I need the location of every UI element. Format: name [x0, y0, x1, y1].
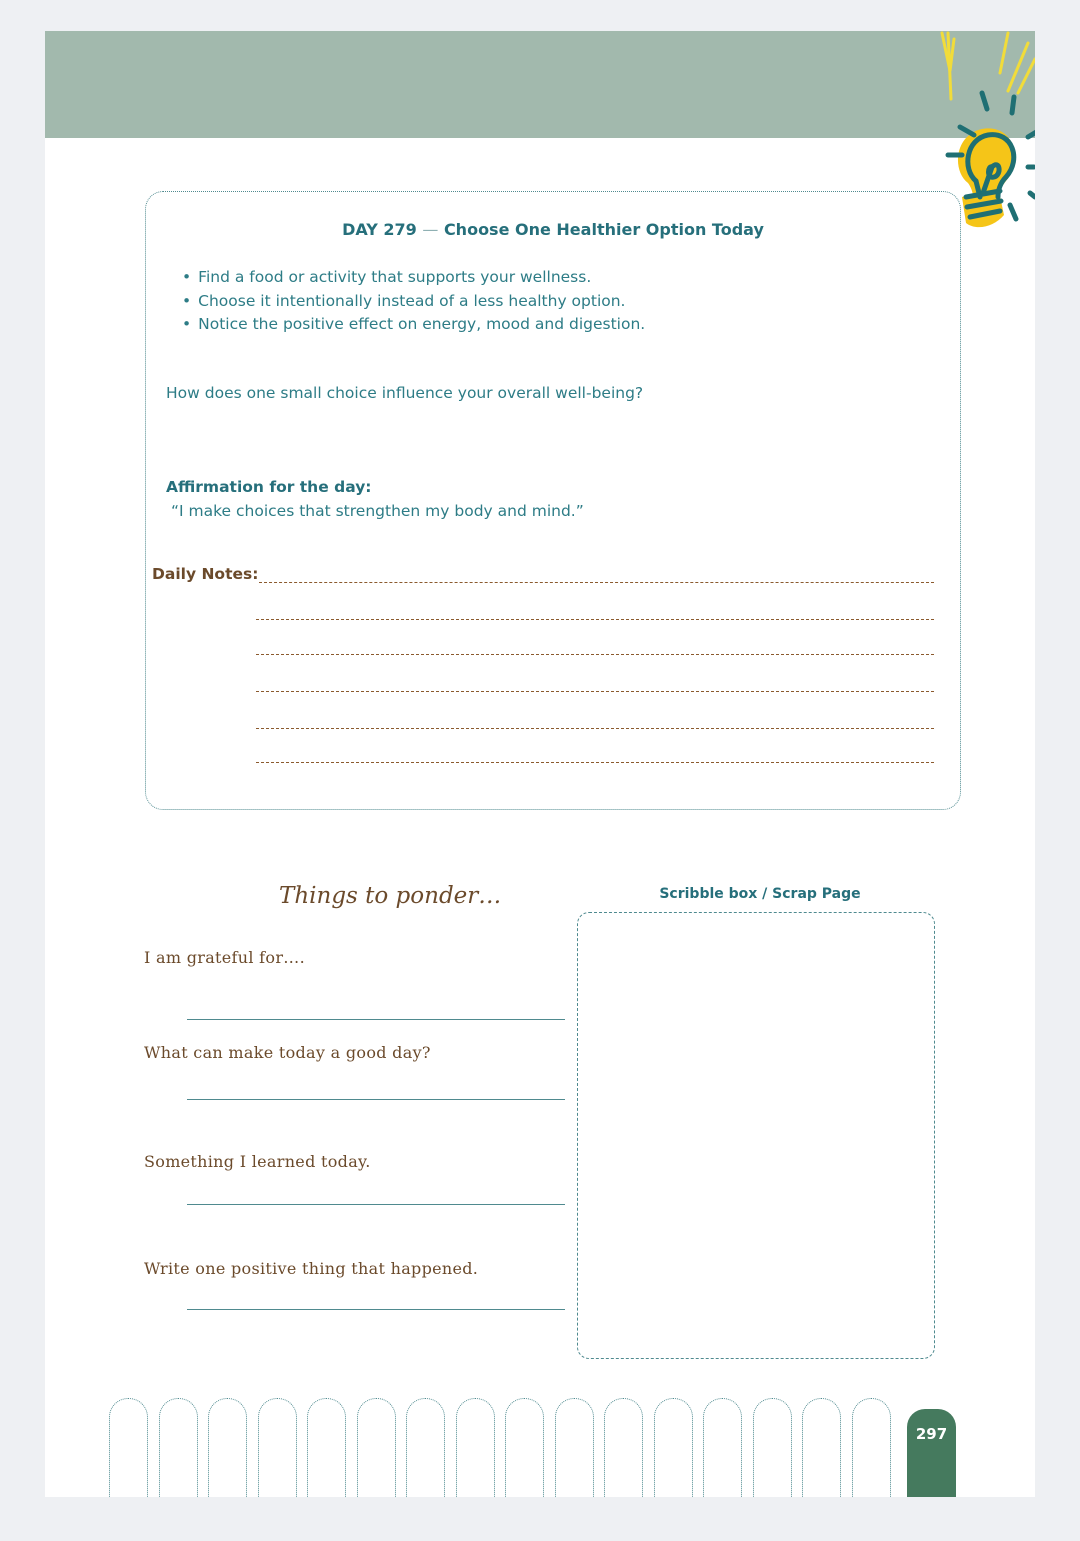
scribble-label: Scribble box / Scrap Page — [659, 886, 861, 902]
decorative-arch — [555, 1398, 594, 1497]
affirmation-heading: Affirmation for the day: — [166, 478, 372, 496]
note-line[interactable] — [256, 691, 934, 692]
decorative-arch — [406, 1398, 445, 1497]
answer-line[interactable] — [187, 1099, 565, 1100]
list-item: • Find a food or activity that supports your wellness. — [182, 266, 645, 290]
decorative-arch — [852, 1398, 891, 1497]
answer-line[interactable] — [187, 1204, 565, 1205]
decorative-arch — [159, 1398, 198, 1497]
task-list — [182, 266, 645, 337]
page-number: 297 — [915, 1425, 948, 1443]
list-item: • Notice the positive effect on energy, mood and digestion. — [182, 313, 645, 337]
decorative-arch — [802, 1398, 841, 1497]
scribble-box[interactable] — [577, 912, 935, 1359]
list-item: • Choose it intentionally instead of a less healthy option. — [182, 290, 645, 314]
affirmation-text: “I make choices that strengthen my body and mind.” — [171, 502, 584, 520]
prompt-grateful: I am grateful for…. — [144, 948, 305, 967]
note-line[interactable] — [256, 654, 934, 655]
prompt-good-day: What can make today a good day? — [144, 1043, 431, 1062]
answer-line[interactable] — [187, 1309, 565, 1310]
prompt-learned: Something I learned today. — [144, 1152, 371, 1171]
decorative-arch — [357, 1398, 396, 1497]
reflection-question: How does one small choice influence your overall well-being? — [166, 384, 644, 402]
decorative-arch — [109, 1398, 148, 1497]
day-title — [146, 220, 960, 239]
title-separator: — — [422, 220, 439, 239]
journal-page — [45, 31, 1035, 1497]
daily-entry-box — [145, 191, 961, 810]
decorative-arch — [604, 1398, 643, 1497]
decorative-arch — [456, 1398, 495, 1497]
note-line[interactable] — [256, 619, 934, 620]
decorative-arch — [505, 1398, 544, 1497]
answer-line[interactable] — [187, 1019, 565, 1020]
day-heading: Choose One Healthier Option Today — [443, 220, 764, 239]
header-band — [45, 31, 1035, 138]
note-line[interactable] — [259, 582, 934, 583]
decorative-arch — [307, 1398, 346, 1497]
day-label: DAY 279 — [342, 220, 417, 239]
decorative-arch — [208, 1398, 247, 1497]
note-line[interactable] — [256, 728, 934, 729]
decorative-arch — [703, 1398, 742, 1497]
note-line[interactable] — [256, 762, 934, 763]
prompt-positive-thing: Write one positive thing that happened. — [144, 1259, 479, 1278]
decorative-arch — [258, 1398, 297, 1497]
page-number-tab — [907, 1409, 956, 1497]
ponder-title: Things to ponder… — [279, 883, 502, 909]
daily-notes-label: Daily Notes: — [152, 565, 259, 583]
decorative-arch — [654, 1398, 693, 1497]
decorative-arch — [753, 1398, 792, 1497]
